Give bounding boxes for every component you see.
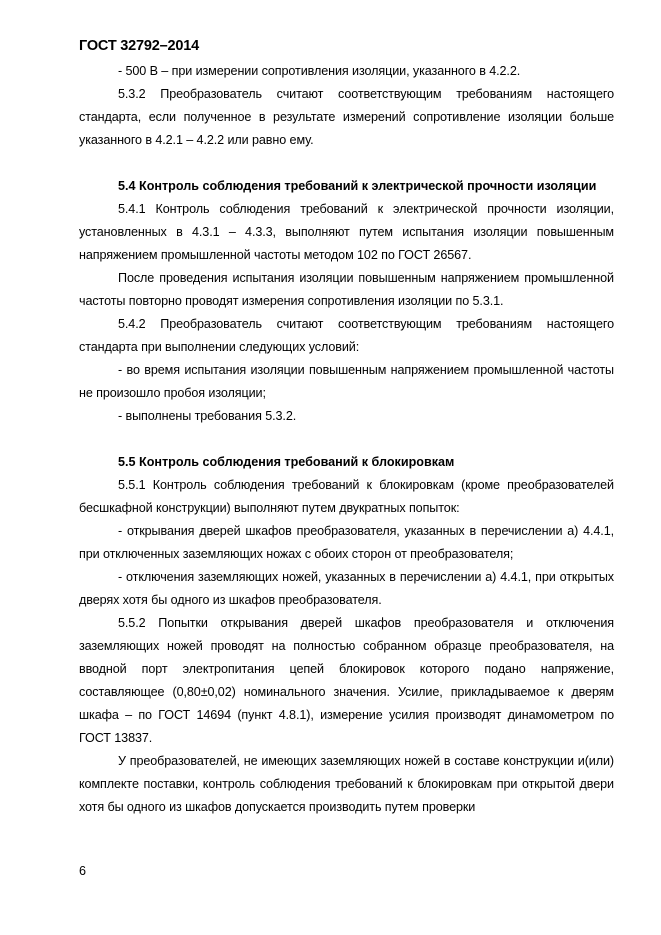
paragraph-500v: - 500 В – при измерении сопротивления изоляции, указанного в 4.2.2. [118, 64, 521, 78]
paragraph-5-5-1: 5.5.1 Контроль соблюдения требований к блокировкам (кроме преобразователей бесшкафной конструкции) выполняют путем двукратных попыток: [79, 478, 614, 515]
list-item-disconnecting-knives: - отключения заземляющих ножей, указанных в перечислении а) 4.4.1, при открытых дверях хотя бы одного из шкафов преобразователя. [79, 570, 614, 607]
list-item-requirements-met: - выполнены требования 5.3.2. [118, 409, 297, 423]
spacer [79, 428, 614, 451]
list-item-opening-doors: - открывания дверей шкафов преобразователя, указанных в перечислении а) 4.4.1, при отключенных заземляющих ножах с обоих сторон от преобразователя; [79, 524, 614, 561]
section-heading-5-4: 5.4 Контроль соблюдения требований к электрической прочности изоляции [118, 179, 597, 193]
paragraph-5-5-2: 5.5.2 Попытки открывания дверей шкафов преобразователя и отключения заземляющих ножей проводят на полностью собранном образце преобразователя, на вводной порт электропитания цепей блокировок которого подано напряжение, составляющее (0,80±0,02) номинального значения. Усилие, прикладываемое к дверям шкафа – по ГОСТ 14694 (пункт 4.8.1), измерение усилия производят динамометром по ГОСТ 13837. [79, 616, 614, 745]
page-number: 6 [79, 864, 87, 878]
list-item-no-breakdown: - во время испытания изоляции повышенным напряжением промышленной частоты не произошло пробоя изоляции; [79, 363, 614, 400]
standard-header: ГОСТ 32792–2014 [79, 38, 199, 54]
paragraph-5-4-1: 5.4.1 Контроль соблюдения требований к электрической прочности изоляции, установленных в 4.3.1 – 4.3.3, выполняют путем испытания изоляции повышенным напряжением промышленной частоты методом 102 по ГОСТ 26567. [79, 202, 614, 262]
paragraph-no-earthing-knives: У преобразователей, не имеющих заземляющих ножей в составе конструкции и(или) комплекте поставки, контроль соблюдения требований к блокировкам при открытой двери хотя бы одного из шкафов допускается производить путем проверки [79, 754, 614, 814]
paragraph-after-test: После проведения испытания изоляции повышенным напряжением промышленной частоты повторно проводят измерения сопротивления изоляции по 5.3.1. [79, 271, 614, 308]
paragraph-5-4-2: 5.4.2 Преобразователь считают соответствующим требованиям настоящего стандарта при выполнении следующих условий: [79, 317, 614, 354]
spacer [79, 152, 614, 175]
paragraph-5-3-2: 5.3.2 Преобразователь считают соответствующим требованиям настоящего стандарта, если полученное в результате измерений сопротивление изоляции больше указанного в 4.2.1 – 4.2.2 или равно ему. [79, 87, 614, 147]
section-heading-5-5: 5.5 Контроль соблюдения требований к блокировкам [118, 455, 455, 469]
document-body [79, 60, 614, 819]
